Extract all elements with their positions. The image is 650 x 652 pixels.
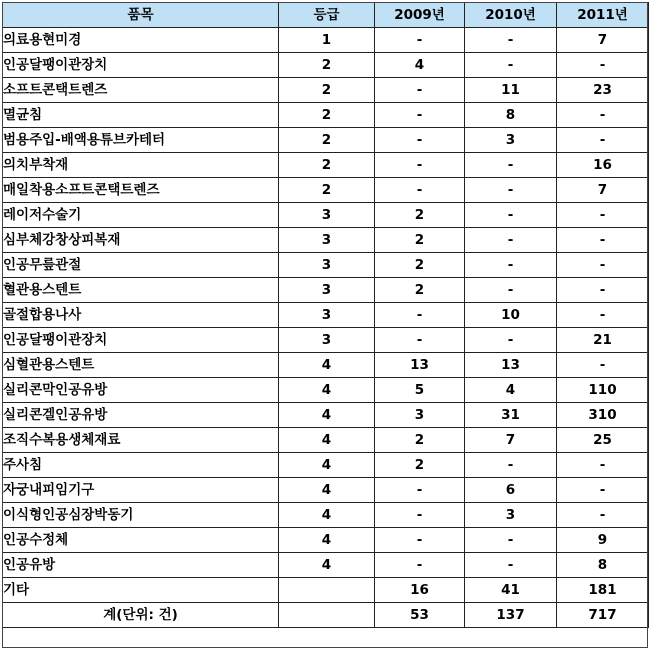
total-2010: 137 [465,603,557,628]
cell-2009: 2 [375,228,465,253]
cell-2010: 41 [465,578,557,603]
table-header-row [3,3,649,28]
table-row [3,178,649,203]
total-2011: 717 [557,603,649,628]
cell-2010: 8 [465,103,557,128]
cell-item: 실리콘겔인공유방 [3,403,279,428]
cell-item: 범용주입-배액용튜브카테터 [3,128,279,153]
header-2009: 2009년 [375,3,465,28]
cell-grade: 3 [279,203,375,228]
data-table-container [2,2,648,648]
cell-grade: 4 [279,378,375,403]
cell-grade [279,578,375,603]
cell-2009: - [375,103,465,128]
cell-2009: - [375,303,465,328]
table-row [3,53,649,78]
cell-item: 이식형인공심장박동기 [3,503,279,528]
cell-2010: - [465,528,557,553]
cell-2010: - [465,228,557,253]
table-row [3,203,649,228]
cell-2009: 5 [375,378,465,403]
cell-2010: 31 [465,403,557,428]
cell-grade: 4 [279,428,375,453]
cell-2010: - [465,53,557,78]
cell-item: 의료용현미경 [3,28,279,53]
cell-grade: 2 [279,78,375,103]
cell-grade: 2 [279,103,375,128]
cell-2010: - [465,278,557,303]
table-row [3,253,649,278]
cell-item: 기타 [3,578,279,603]
table-row [3,403,649,428]
cell-2011: 25 [557,428,649,453]
cell-2010: - [465,178,557,203]
cell-2011: 310 [557,403,649,428]
cell-2009: 2 [375,203,465,228]
cell-grade: 2 [279,178,375,203]
cell-grade: 4 [279,453,375,478]
cell-2011: 7 [557,178,649,203]
cell-2011: 9 [557,528,649,553]
cell-2010: - [465,453,557,478]
cell-2010: - [465,28,557,53]
cell-2009: 2 [375,278,465,303]
cell-2011: - [557,478,649,503]
cell-2009: - [375,553,465,578]
cell-2009: 2 [375,253,465,278]
cell-2010: - [465,328,557,353]
table-row [3,153,649,178]
table-row [3,303,649,328]
cell-grade: 2 [279,128,375,153]
header-item: 품목 [3,3,279,28]
cell-2011: 110 [557,378,649,403]
table-row [3,28,649,53]
cell-2011: - [557,103,649,128]
cell-2009: 13 [375,353,465,378]
table-row [3,428,649,453]
table-row [3,328,649,353]
table-row [3,503,649,528]
cell-2009: 2 [375,428,465,453]
table-row [3,78,649,103]
total-row [3,603,649,628]
cell-grade: 4 [279,553,375,578]
cell-item: 인공달팽이관장치 [3,53,279,78]
cell-2011: - [557,503,649,528]
table-row [3,378,649,403]
cell-2010: - [465,553,557,578]
cell-grade: 3 [279,228,375,253]
cell-2010: 6 [465,478,557,503]
cell-2010: - [465,153,557,178]
cell-2011: - [557,253,649,278]
cell-grade: 4 [279,478,375,503]
cell-grade: 1 [279,28,375,53]
cell-item: 인공수정체 [3,528,279,553]
cell-grade: 3 [279,328,375,353]
cell-2011: 21 [557,328,649,353]
cell-item: 멸균침 [3,103,279,128]
cell-2011: 23 [557,78,649,103]
cell-grade: 2 [279,153,375,178]
cell-grade: 3 [279,253,375,278]
cell-2010: 13 [465,353,557,378]
cell-2009: 2 [375,453,465,478]
cell-2009: 4 [375,53,465,78]
cell-2011: 8 [557,553,649,578]
table-row [3,228,649,253]
cell-item: 인공무릎관절 [3,253,279,278]
table-row [3,553,649,578]
cell-item: 소프트콘택트렌즈 [3,78,279,103]
cell-2009: - [375,178,465,203]
cell-2010: 11 [465,78,557,103]
cell-item: 조직수복용생체재료 [3,428,279,453]
cell-2010: - [465,203,557,228]
cell-2010: - [465,253,557,278]
cell-2011: - [557,278,649,303]
header-grade: 등급 [279,3,375,28]
cell-2011: - [557,453,649,478]
table-row [3,353,649,378]
table-row [3,578,649,603]
cell-item: 심부체강창상피복재 [3,228,279,253]
cell-2009: 3 [375,403,465,428]
cell-2011: - [557,53,649,78]
cell-grade: 4 [279,503,375,528]
cell-item: 골절합용나사 [3,303,279,328]
cell-2009: - [375,28,465,53]
cell-grade: 3 [279,278,375,303]
cell-grade: 4 [279,528,375,553]
cell-2010: 7 [465,428,557,453]
header-2010: 2010년 [465,3,557,28]
cell-2011: - [557,228,649,253]
cell-2009: 16 [375,578,465,603]
cell-2009: - [375,503,465,528]
table-row [3,453,649,478]
cell-2011: - [557,303,649,328]
cell-2011: - [557,353,649,378]
table-row [3,278,649,303]
header-2011: 2011년 [557,3,649,28]
cell-item: 인공달팽이관장치 [3,328,279,353]
table-row [3,528,649,553]
cell-grade: 4 [279,403,375,428]
total-grade [279,603,375,628]
cell-item: 의치부착재 [3,153,279,178]
cell-grade: 2 [279,53,375,78]
cell-2011: - [557,128,649,153]
total-2009: 53 [375,603,465,628]
cell-item: 레이저수술기 [3,203,279,228]
cell-2009: - [375,528,465,553]
table-row [3,128,649,153]
cell-item: 혈관용스텐트 [3,278,279,303]
cell-item: 매일착용소프트콘택트렌즈 [3,178,279,203]
cell-item: 인공유방 [3,553,279,578]
cell-2009: - [375,78,465,103]
table-row [3,103,649,128]
cell-2009: - [375,478,465,503]
cell-2011: 181 [557,578,649,603]
medical-device-table [2,2,649,628]
cell-item: 자궁내피임기구 [3,478,279,503]
cell-item: 실리콘막인공유방 [3,378,279,403]
table-body [3,28,649,603]
cell-2011: 7 [557,28,649,53]
cell-2009: - [375,153,465,178]
cell-2009: - [375,128,465,153]
cell-2010: 3 [465,128,557,153]
table-row [3,478,649,503]
cell-grade: 4 [279,353,375,378]
cell-2009: - [375,328,465,353]
cell-2010: 3 [465,503,557,528]
total-label: 계(단위: 건) [3,603,279,628]
cell-2011: - [557,203,649,228]
cell-2010: 4 [465,378,557,403]
cell-item: 심혈관용스텐트 [3,353,279,378]
cell-item: 주사침 [3,453,279,478]
cell-2010: 10 [465,303,557,328]
cell-2011: 16 [557,153,649,178]
cell-grade: 3 [279,303,375,328]
